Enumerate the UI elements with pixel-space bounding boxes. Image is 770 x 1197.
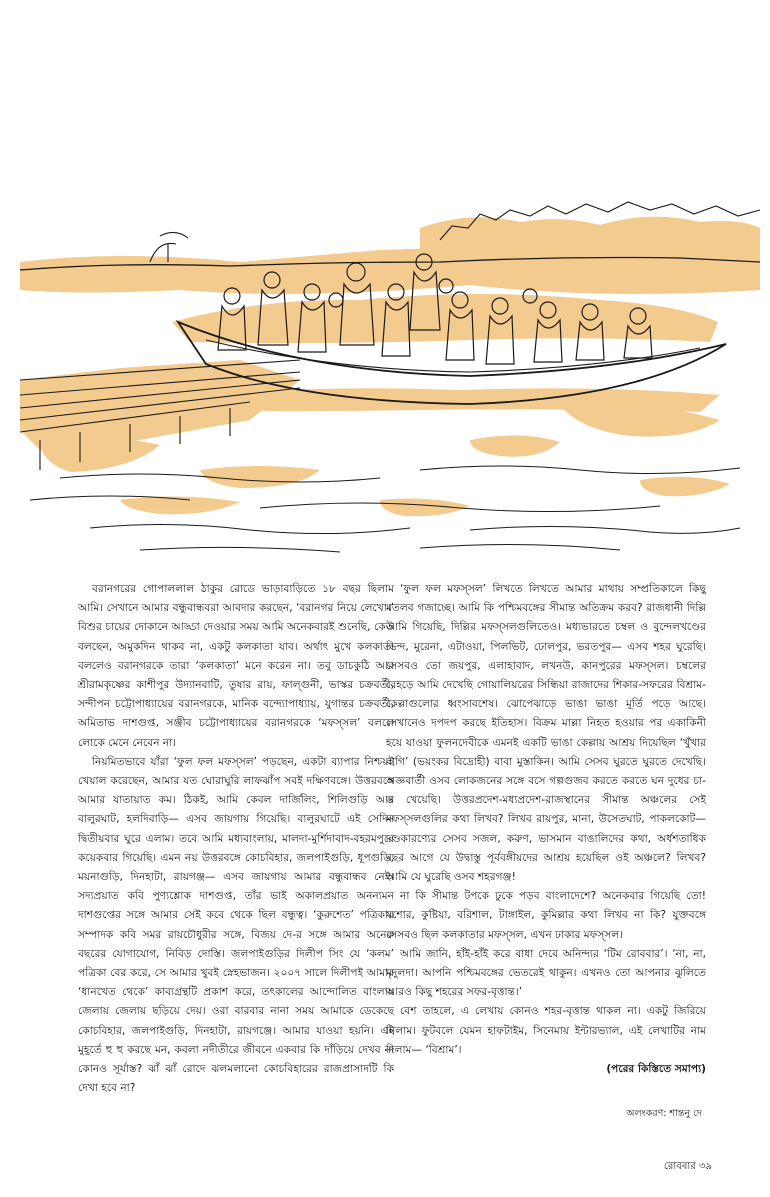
page-footer: রোববার ৩৯ bbox=[663, 1161, 712, 1172]
illustration-credit: অলংকরণ: শান্তনু দে bbox=[626, 1108, 702, 1119]
paragraph: বেশ তাহলে, এ লেখায় কোনও শহর-বৃত্তান্ত থাকল না। একটু জিরিয়ে নিলাম। ফুটবলে যেমন হাফটাইম, সিনেমায় ইন্টারভ্যাল, এই লেখাটির নাম দিলাম— ‘বিশ্রাম’। bbox=[386, 1005, 706, 1056]
to-be-continued-note: (পরের কিস্তিতে সমাপ্য) bbox=[606, 1063, 706, 1076]
paragraph: বরানগরের গোপাললাল ঠাকুর রোডে ভাড়াবাড়িতে ১৮ বছর ছিলাম আমি। সেখানে আমার বন্ধুবান্ধবরা আবদার করছেন, ‘বরানগর নিয়ে লেখো।’ বিশুর চায়ের দোকানে আড্ডা দেওয়ার সময় আমি অনেকবারই শুনেছি, কেউ বলছেন, অমুকদিন থাকব না, একটু কলকাতা যাব। অর্থাৎ মুখে কলকাতা বললেও বরানগরকে তারা ‘কলকাতা’ মনে করেন না। তবু ডাচকুঠি আর শ্রীরামকৃষ্ণের কাশীপুর উদ্যানবাটি, তুষার রায়, ফাল্গুনী, ভাস্কর চক্রবর্তী, সন্দীপন চট্টোপাধ্যায়ের বরানগরকে, মানিক বন্দ্যোপাধ্যায়, যুগান্তর চক্রবর্তী, অমিতাভ দাশগুপ্ত, সঞ্জীব চট্টোপাধ্যায়ের বরানগরকে ‘মফস্সল’ বললে লোকে মেনে নেবেন না। bbox=[78, 583, 394, 749]
left-column bbox=[78, 580, 394, 1098]
paragraph: নিয়মিতভাবে যাঁরা ‘ফুল ফল মফস্সল’ পড়ছেন, একটা ব্যাপার নিশ্চয়ই খেয়াল করেছেন, আমার যত ঘোরাঘুরি লাফঝাঁপ সবই দক্ষিণবঙ্গে। উত্তরবঙ্গে আমার যাতায়াত কম। ঠিকই, আমি কেবল দার্জিলিং, শিলিগুড়ি আর বালুরঘাট, হলদিবাড়ি— এসব জায়গায় গিয়েছি। বালুরঘাটে এই সেদিন দ্বিতীয়বার ঘুরে এলাম। তবে আমি মধ্যবাংলায়, মালদা-মুর্শিদাবাদ-বহরমপুরে কয়েকবার গিয়েছি। এমন নয় উত্তরবঙ্গে কোচবিহার, জলপাইগুড়ি, ধূপগুড়ি, ময়নাগুড়ি, দিনহাটা, রায়গঞ্জ— এসব জায়গায় আমার বন্ধুবান্ধব নেই। সদ্যপ্রয়াত কবি পুণ্যশ্লোক দাশগুপ্ত, তাঁর ভাই অকালপ্রয়াত অনন্যমন দাশগুপ্তের সঙ্গে আমার সেই কবে থেকে ছিল বন্ধুত্ব। ‘কুরুশেত’ পত্রিকার সম্পাদক কবি সমর রায়চৌধুরীর সঙ্গে, বিজয় দে-র সঙ্গে আমার অনেক বছরের যোগাযোগ, নিবিড় দোস্তি। জলপাইগুড়ির দিলীপ সিং যে ‘কলম’ পত্রিকা বের করে, সে আমার খুবই স্নেহভাজন। ২০০৭ সালে দিলীপই আমার ‘ধানখেত থেকে’ কাব্যগ্রন্থটি প্রকাশ করে, তৎকালের আন্দোলিত বাংলায় জেলায় জেলায় ছড়িয়ে দেয়। ওরা বারবার নানা সময় আমাকে ডেকেছে কোচবিহার, জলপাইগুড়ি, দিনহাটা, রায়গঞ্জে। আমার যাওয়া হয়নি। এই মুহূর্তে হু হু করছে মন, কবলা নদীতীরে জীবনে একবার কি দাঁড়িয়ে দেখব না কোনও সূর্যাস্ত? ঝাঁ ঝাঁ রোদে ঝলমলানো কোচবিহারের রাজপ্রাসাদটি কি দেখা হবে না? bbox=[78, 755, 394, 1095]
paragraph: আমি জানি, হাঁই-হাঁই করে বাধা দেবে অনিন্দ্যর ‘টিম রোববার’। ‘না, না, মৃদুলদা। আপনি পশ্চিমবঙ্গের ভেতরেই থাকুন। এখনও তো আপনার ঝুলিতে আরও কিছু শহরের সফর-বৃত্তান্ত।’ bbox=[386, 947, 706, 999]
paragraph: না কি সীমান্ত টপকে ঢুকে পড়ব বাংলাদেশে? অনেকবার গিয়েছি তো! যশোর, কুষ্টিয়া, বরিশাল, টাঙ্গাইল, কুমিল্লার কথা লিখব না কি? যুক্তবঙ্গে সেসবও ছিল কলকাতার মফস্সল, এখন ঢাকার মফস্সল। bbox=[386, 890, 706, 941]
paragraph: ‘ফুল ফল মফস্সল’ লিখতে লিখতে আমার মাথায় সম্প্রতিকালে কিছু মতলব গজাচ্ছে। আমি কি পশ্চিমবঙ্গের সীমান্ত অতিক্রম করব? রাজধানী দিল্লি আমি গিয়েছি, দিল্লির মফস্সলগুলিতেও। মধ্যভারতে চম্বল ও বুন্দেলখণ্ডের ভিন্দ, মুরেনা, এটাওয়া, পিলভিট, ঢোলপুর, ভরতপুর— এসব শহর ঘুরেছি। সেসবও তো জয়পুর, এলাহাবাদ, লখনউ, কানপুরের মফস্সল। চম্বলের বেহড়ে আমি দেখেছি গোয়ালিয়রের সিন্ধিয়া রাজাদের শিকার-সফরের বিশ্রাম-কেল্লাগুলোর ধ্বংসাবশেষ। ঝোপেঝাড়ে ভাঙা ভাঙা মূর্তি পড়ে আছে। সেখানেও দপদপ করছে ইতিহাস। বিক্রম মাল্লা নিহত হওয়ার পর একাকিনী হয়ে যাওয়া ফুলনদেবীকে এমনই একটি ভাঙা কেল্লায় আশ্রয় দিয়েছিল ‘খুঁখার বাগি’ (ভয়ংকর বিদ্রোহী) বাবা মুস্তাকিন। আমি সেসব ঘুরতে ঘুরতে দেখেছি। অজ্ঞবার্তী ওসব লোকজনের সঙ্গে বসে গল্পগুজব করতে করতে ঘন দুধের চা-ও খেয়েছি। উত্তরপ্রদেশ-মধ্যপ্রদেশ-রাজস্থানের সীমান্ত অঞ্চলের সেই মফস্সলগুলির কথা লিখব? লিখব রায়পুর, মানা, উসেতঘাট, পাকলকোট— দণ্ডকারণ্যের সেসব সজল, করুণ, ভাসমান বাঙালিদের কথা, অর্ধশতাধিক বছর আগে যে উদ্বাস্তু পূর্ববঙ্গীয়দের আশ্রয় হয়েছিল ওই অঞ্চলে? লিখব? আমি যে ঘুরেছি ওসব শহরগঞ্জ! bbox=[386, 583, 706, 884]
right-column bbox=[386, 580, 706, 1079]
boat-sketch-illustration bbox=[0, 0, 770, 575]
